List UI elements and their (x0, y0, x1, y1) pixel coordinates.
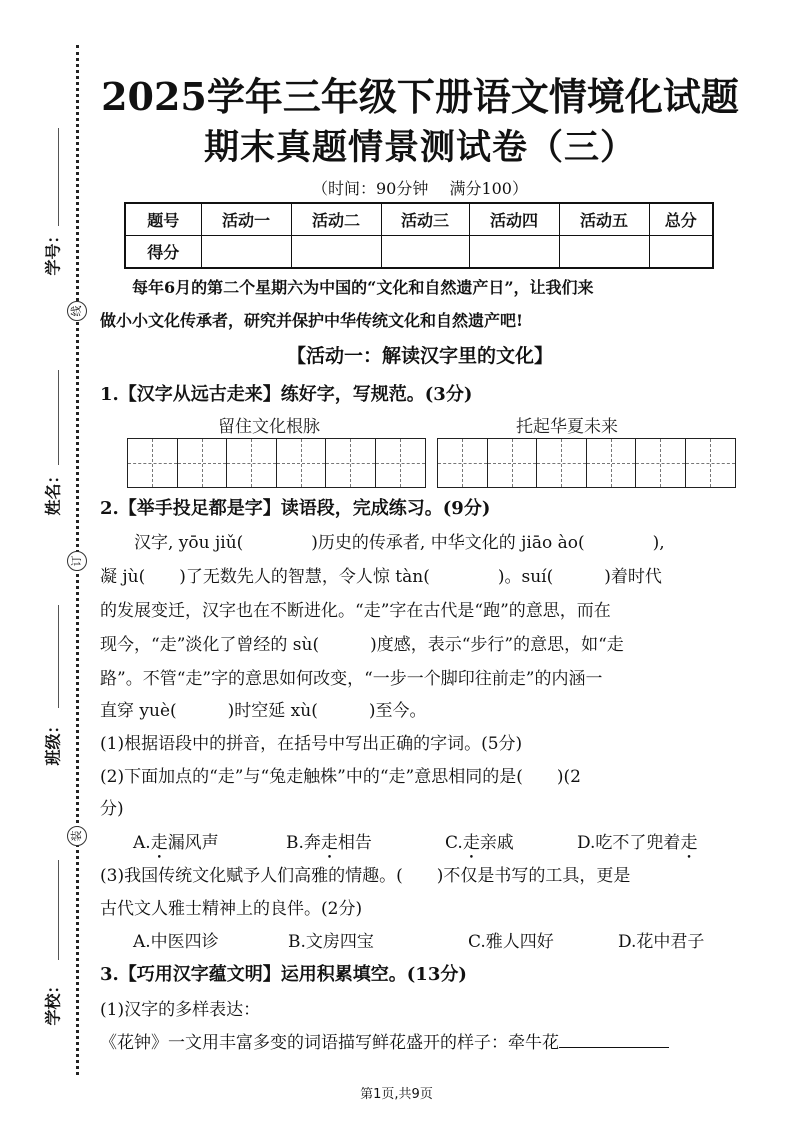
sub-question-1: (1)汉字的多样表达： (100, 1000, 261, 1020)
option-c[interactable]: C.雅人四好 (468, 932, 554, 952)
header-cell: 活动五 (559, 203, 649, 236)
passage-line: 的发展变迁，汉字也在不断进化。“走”字在古代是“跑”的意思，而在 (100, 601, 611, 621)
answer-blank[interactable] (559, 1034, 669, 1048)
passage-line: 凝 jù( )了无数先人的智慧，令人惊 tàn( )。suí( )着时代 (100, 567, 662, 587)
sub-question-3: (3)我国传统文化赋予人们高雅的情趣。( )不仅是书写的工具，更是 (100, 866, 631, 886)
class-line (58, 605, 59, 708)
header-cell: 总分 (649, 203, 713, 236)
passage-line: 现今，“走”淡化了曾经的 sù( )度感，表示“步行”的意思，如“走 (100, 635, 624, 655)
score-cell[interactable] (201, 236, 291, 269)
copy-phrase-right: 托起华夏未来 (516, 417, 618, 437)
dotted-char: 走 (680, 833, 698, 853)
question-1-title: 1.【汉字从远古走来】练好字，写规范。(3分) (100, 384, 473, 405)
option-d[interactable] (577, 828, 697, 863)
seal-zhuang: 装 (67, 826, 87, 846)
writing-grid-left[interactable] (127, 438, 426, 488)
name-label: 姓名： (43, 467, 63, 516)
page-subtitle: 期末真题情景测试卷（三） (203, 127, 636, 168)
header-cell: 活动四 (469, 203, 559, 236)
score-cell[interactable] (291, 236, 381, 269)
section-heading: 【活动一：解读汉字里的文化】 (286, 345, 553, 367)
sub-question-1: (1)根据语段中的拼音，在括号中写出正确的字词。(5分) (100, 734, 523, 754)
option-a[interactable]: A.中医四诊 (133, 932, 219, 952)
header-cell: 活动三 (381, 203, 469, 236)
copy-phrase-left: 留住文化根脉 (218, 417, 320, 437)
question-3-title: 3.【巧用汉字蕴文明】运用积累填空。(13分) (100, 964, 467, 985)
page-number: 第1页,共9页 (360, 1087, 433, 1102)
fill-prompt: 《花钟》一文用丰富多变的词语描写鲜花盛开的样子：牵牛花 (100, 1033, 559, 1053)
option-text: D.吃不了兜着 (577, 833, 681, 853)
score-table (124, 202, 714, 269)
page-title: 2025学年三年级下册语文情境化试题 (101, 74, 739, 119)
option-d[interactable]: D.花中君子 (618, 932, 705, 952)
student-id-label: 学号： (43, 227, 63, 276)
option-text: A. (133, 833, 151, 853)
fill-line (100, 1028, 669, 1053)
dotted-char: 走 (320, 833, 338, 853)
passage-line: 直穿 yuè( )时空延 xù( )至今。 (100, 701, 427, 721)
seal-xian: 线 (67, 301, 87, 321)
option-text: C. (445, 833, 463, 853)
option-b[interactable]: B.文房四宝 (288, 932, 374, 952)
dotted-char: 走 (150, 833, 168, 853)
option-c[interactable] (445, 828, 514, 863)
seal-ding: 订 (67, 551, 87, 571)
passage-line: 汉字, yōu jiǔ( )历史的传承者, 中华文化的 jiāo ào( ), (100, 533, 665, 553)
sub-question-3-cont: 古代文人雅士精神上的良伴。(2分) (100, 899, 363, 919)
option-text: 亲戚 (479, 833, 514, 853)
question-2-title: 2.【举手投足都是字】读语段，完成练习。(9分) (100, 498, 491, 519)
sub-question-2-cont: 分) (100, 799, 124, 819)
sub-question-2: (2)下面加点的“走”与“兔走触株”中的“走”意思相同的是( )(2 (100, 767, 581, 787)
school-label: 学校： (43, 977, 63, 1026)
score-cell[interactable] (469, 236, 559, 269)
row-label: 得分 (125, 236, 201, 269)
header-cell: 活动二 (291, 203, 381, 236)
option-b[interactable] (286, 828, 372, 863)
school-line (58, 860, 59, 960)
option-text: 相告 (337, 833, 372, 853)
score-cell[interactable] (381, 236, 469, 269)
name-line (58, 370, 59, 465)
header-cell: 活动一 (201, 203, 291, 236)
dotted-char: 走 (462, 833, 480, 853)
intro-line: 做小小文化传承者，研究并保护中华传统文化和自然遗产吧! (100, 311, 524, 330)
option-text: 漏风声 (167, 833, 219, 853)
option-text: B.奔 (286, 833, 321, 853)
exam-time: （时间：90分钟 满分100） (312, 179, 528, 198)
writing-grid-right[interactable] (437, 438, 736, 488)
intro-line: 每年6月的第二个星期六为中国的“文化和自然遗产日”，让我们来 (132, 278, 594, 297)
passage-line: 路”。不管“走”字的意思如何改变，“一步一个脚印往前走”的内涵一 (100, 669, 603, 689)
header-cell: 题号 (125, 203, 201, 236)
score-cell[interactable] (649, 236, 713, 269)
class-label: 班级： (43, 717, 63, 766)
score-cell[interactable] (559, 236, 649, 269)
option-a[interactable] (133, 828, 219, 863)
